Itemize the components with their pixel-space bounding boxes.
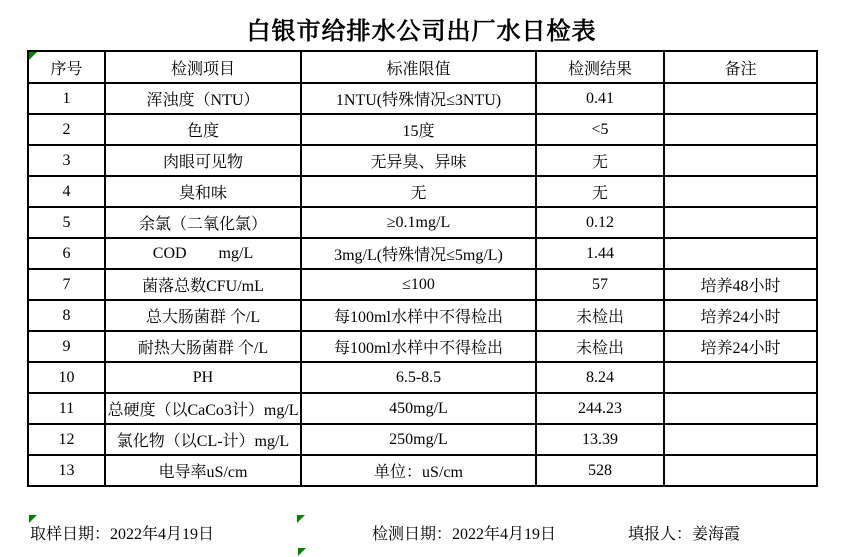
table-cell[interactable]: 肉眼可见物 <box>105 145 301 176</box>
header-cell-result[interactable]: 检测结果 <box>536 51 664 83</box>
table-cell[interactable]: 0.41 <box>536 83 664 114</box>
header-cell-standard[interactable]: 标准限值 <box>301 51 536 83</box>
table-cell[interactable]: 未检出 <box>536 300 664 331</box>
table-cell[interactable]: 氯化物（以CL-计）mg/L <box>105 424 301 455</box>
table-row <box>28 176 817 207</box>
table-cell[interactable]: PH <box>105 362 301 393</box>
table-cell[interactable]: 未检出 <box>536 331 664 362</box>
table-cell[interactable]: 电导率uS/cm <box>105 455 301 486</box>
table-cell[interactable]: 1 <box>28 83 105 114</box>
table-cell[interactable]: 7 <box>28 269 105 300</box>
table-cell[interactable] <box>664 393 817 424</box>
table-cell[interactable]: 6 <box>28 238 105 269</box>
table-row <box>28 300 817 331</box>
table-cell[interactable]: 余氯（二氧化氯） <box>105 207 301 238</box>
table-cell[interactable]: 1.44 <box>536 238 664 269</box>
table-cell[interactable]: 13.39 <box>536 424 664 455</box>
table-cell[interactable]: 2 <box>28 114 105 145</box>
table-cell[interactable]: 菌落总数CFU/mL <box>105 269 301 300</box>
inspection-table <box>27 50 818 487</box>
table-cell[interactable]: 每100ml水样中不得检出 <box>301 331 536 362</box>
table-row <box>28 331 817 362</box>
table-cell[interactable]: 培养24小时 <box>664 331 817 362</box>
table-cell[interactable]: 11 <box>28 393 105 424</box>
table-cell[interactable]: 528 <box>536 455 664 486</box>
cell-flag-icon <box>29 52 37 60</box>
table-cell[interactable]: 13 <box>28 455 105 486</box>
table-cell[interactable] <box>664 455 817 486</box>
table-row <box>28 393 817 424</box>
table-cell[interactable]: 57 <box>536 269 664 300</box>
table-cell[interactable]: 无 <box>301 176 536 207</box>
table-cell[interactable]: <5 <box>536 114 664 145</box>
table-cell[interactable]: 250mg/L <box>301 424 536 455</box>
table-row <box>28 83 817 114</box>
table-cell[interactable]: 总大肠菌群 个/L <box>105 300 301 331</box>
table-cell[interactable]: 臭和味 <box>105 176 301 207</box>
table-row <box>28 238 817 269</box>
header-row <box>28 51 817 83</box>
table-cell[interactable]: 5 <box>28 207 105 238</box>
table-cell[interactable] <box>664 362 817 393</box>
reporter-text: 填报人：姜海霞 <box>628 526 741 543</box>
table-cell[interactable]: 3 <box>28 145 105 176</box>
table-cell[interactable]: 培养48小时 <box>664 269 817 300</box>
table-cell[interactable] <box>664 176 817 207</box>
table-cell[interactable]: 12 <box>28 424 105 455</box>
cell-flag-icon <box>297 515 305 523</box>
table-cell[interactable]: 每100ml水样中不得检出 <box>301 300 536 331</box>
table-cell[interactable]: 耐热大肠菌群 个/L <box>105 331 301 362</box>
table-cell[interactable]: 3mg/L(特殊情况≤5mg/L) <box>301 238 536 269</box>
table-cell[interactable]: 8 <box>28 300 105 331</box>
cell-flag-icon <box>29 515 37 523</box>
table-cell[interactable]: 色度 <box>105 114 301 145</box>
table-row <box>28 145 817 176</box>
table-cell[interactable] <box>664 145 817 176</box>
table-cell[interactable]: 无 <box>536 145 664 176</box>
sampling-date-text: 取样日期：2022年4月19日 <box>30 526 215 543</box>
table-cell[interactable]: 总硬度（以CaCo3计）mg/L <box>105 393 301 424</box>
table-cell[interactable]: 0.12 <box>536 207 664 238</box>
table-cell[interactable]: 244.23 <box>536 393 664 424</box>
table-body <box>28 83 817 486</box>
table-cell[interactable]: 单位：uS/cm <box>301 455 536 486</box>
table-cell[interactable]: 浑浊度（NTU） <box>105 83 301 114</box>
table-cell[interactable]: 无 <box>536 176 664 207</box>
table-cell[interactable] <box>664 424 817 455</box>
table-cell[interactable]: COD mg/L <box>105 238 301 269</box>
test-date-text: 检测日期：2022年4月19日 <box>372 526 557 543</box>
table-cell[interactable]: 6.5-8.5 <box>301 362 536 393</box>
table-row <box>28 455 817 486</box>
table-cell[interactable]: 8.24 <box>536 362 664 393</box>
table-cell[interactable]: 无异臭、异味 <box>301 145 536 176</box>
header-cell-item[interactable]: 检测项目 <box>105 51 301 83</box>
table-cell[interactable]: 9 <box>28 331 105 362</box>
table-row <box>28 114 817 145</box>
table-row <box>28 362 817 393</box>
cell-flag-icon <box>298 548 306 556</box>
table-cell[interactable] <box>664 207 817 238</box>
table-cell[interactable]: 10 <box>28 362 105 393</box>
table-row <box>28 207 817 238</box>
table-row <box>28 424 817 455</box>
header-cell-note[interactable]: 备注 <box>664 51 817 83</box>
table-cell[interactable]: 培养24小时 <box>664 300 817 331</box>
table-cell[interactable] <box>664 83 817 114</box>
table-cell[interactable]: ≥0.1mg/L <box>301 207 536 238</box>
table-header <box>28 51 817 83</box>
table-cell[interactable]: 15度 <box>301 114 536 145</box>
table-cell[interactable]: 4 <box>28 176 105 207</box>
table-cell[interactable]: 450mg/L <box>301 393 536 424</box>
table-cell[interactable]: ≤100 <box>301 269 536 300</box>
table-cell[interactable]: 1NTU(特殊情况≤3NTU) <box>301 83 536 114</box>
page-title: 白银市给排水公司出厂水日检表 <box>246 19 597 45</box>
header-cell-index[interactable]: 序号 <box>28 51 105 83</box>
table-cell[interactable] <box>664 114 817 145</box>
table-row <box>28 269 817 300</box>
table-cell[interactable] <box>664 238 817 269</box>
